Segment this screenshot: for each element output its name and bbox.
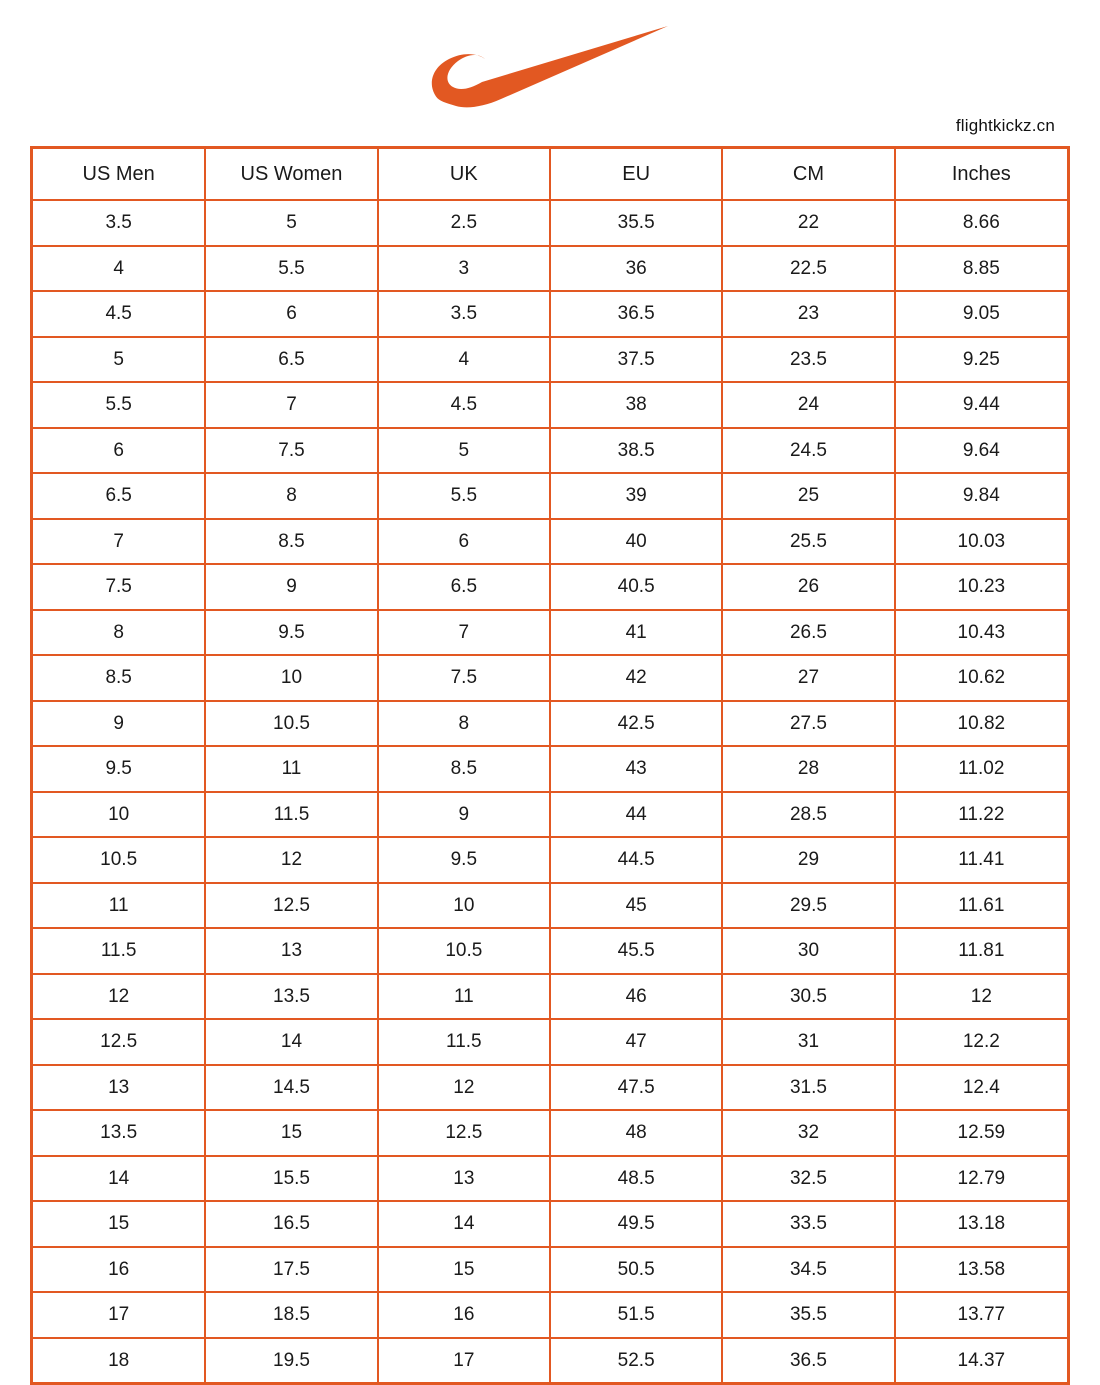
table-cell: 27 (722, 655, 894, 701)
table-cell: 47.5 (550, 1065, 722, 1111)
table-cell: 13.5 (205, 974, 377, 1020)
table-cell: 8 (33, 610, 205, 656)
table-row (33, 1156, 1067, 1202)
table-cell: 3.5 (378, 291, 550, 337)
table-row (33, 291, 1067, 337)
table-cell: 6 (33, 428, 205, 474)
table-cell: 44 (550, 792, 722, 838)
table-cell: 30 (722, 928, 894, 974)
table-cell: 10.23 (895, 564, 1067, 610)
column-header: US Men (33, 149, 205, 200)
brand-logo (0, 22, 1100, 114)
table-cell: 8.5 (378, 746, 550, 792)
table-cell: 26.5 (722, 610, 894, 656)
table-row (33, 655, 1067, 701)
table-cell: 15 (205, 1110, 377, 1156)
table-cell: 51.5 (550, 1292, 722, 1338)
table-cell: 43 (550, 746, 722, 792)
table-cell: 15 (378, 1247, 550, 1293)
table-cell: 28 (722, 746, 894, 792)
table-cell: 40.5 (550, 564, 722, 610)
table-cell: 6.5 (33, 473, 205, 519)
table-cell: 11 (33, 883, 205, 929)
table-cell: 9 (205, 564, 377, 610)
column-header: UK (378, 149, 550, 200)
table-cell: 13.58 (895, 1247, 1067, 1293)
table-cell: 15.5 (205, 1156, 377, 1202)
table-cell: 44.5 (550, 837, 722, 883)
table-cell: 12 (205, 837, 377, 883)
table-cell: 39 (550, 473, 722, 519)
table-cell: 28.5 (722, 792, 894, 838)
table-cell: 12.5 (378, 1110, 550, 1156)
table-cell: 48.5 (550, 1156, 722, 1202)
table-row (33, 1110, 1067, 1156)
table-cell: 4.5 (378, 382, 550, 428)
table-cell: 14.5 (205, 1065, 377, 1111)
table-row (33, 837, 1067, 883)
table-cell: 34.5 (722, 1247, 894, 1293)
table-cell: 36 (550, 246, 722, 292)
table-row (33, 1247, 1067, 1293)
table-row (33, 746, 1067, 792)
table-cell: 10.5 (205, 701, 377, 747)
table-row (33, 1065, 1067, 1111)
table-cell: 38.5 (550, 428, 722, 474)
table-cell: 6.5 (378, 564, 550, 610)
table-cell: 5.5 (33, 382, 205, 428)
table-cell: 30.5 (722, 974, 894, 1020)
table-cell: 26 (722, 564, 894, 610)
table-cell: 13 (205, 928, 377, 974)
table-cell: 18 (33, 1338, 205, 1383)
table-cell: 5 (205, 200, 377, 246)
table-cell: 12.79 (895, 1156, 1067, 1202)
table-header-row (33, 149, 1067, 200)
table-row (33, 928, 1067, 974)
table-cell: 45.5 (550, 928, 722, 974)
table-cell: 17.5 (205, 1247, 377, 1293)
table-cell: 16 (378, 1292, 550, 1338)
table-cell: 12.59 (895, 1110, 1067, 1156)
table-cell: 45 (550, 883, 722, 929)
table-cell: 31.5 (722, 1065, 894, 1111)
column-header: US Women (205, 149, 377, 200)
table-cell: 9 (378, 792, 550, 838)
table-cell: 35.5 (722, 1292, 894, 1338)
table-cell: 11.81 (895, 928, 1067, 974)
table-cell: 8.5 (33, 655, 205, 701)
nike-swoosh-icon (425, 23, 675, 113)
table-cell: 25 (722, 473, 894, 519)
table-cell: 17 (33, 1292, 205, 1338)
table-cell: 10.5 (378, 928, 550, 974)
table-cell: 13 (378, 1156, 550, 1202)
table-cell: 42 (550, 655, 722, 701)
table-cell: 6 (378, 519, 550, 565)
table-cell: 31 (722, 1019, 894, 1065)
table-cell: 10.03 (895, 519, 1067, 565)
table-cell: 12.5 (33, 1019, 205, 1065)
table-cell: 11 (378, 974, 550, 1020)
table-cell: 9 (33, 701, 205, 747)
table-row (33, 428, 1067, 474)
table-row (33, 246, 1067, 292)
table-cell: 47 (550, 1019, 722, 1065)
table-cell: 27.5 (722, 701, 894, 747)
table-cell: 11.5 (33, 928, 205, 974)
table-cell: 11.5 (205, 792, 377, 838)
table-cell: 32 (722, 1110, 894, 1156)
column-header: EU (550, 149, 722, 200)
table-cell: 40 (550, 519, 722, 565)
table-cell: 12.5 (205, 883, 377, 929)
size-conversion-table (33, 149, 1067, 1382)
table-cell: 9.5 (205, 610, 377, 656)
table-cell: 24 (722, 382, 894, 428)
table-cell: 7 (205, 382, 377, 428)
table-cell: 49.5 (550, 1201, 722, 1247)
table-cell: 11.61 (895, 883, 1067, 929)
table-cell: 52.5 (550, 1338, 722, 1383)
table-cell: 10.62 (895, 655, 1067, 701)
table-cell: 41 (550, 610, 722, 656)
size-table-frame (30, 146, 1070, 1385)
table-cell: 10 (378, 883, 550, 929)
table-cell: 11.02 (895, 746, 1067, 792)
table-cell: 9.5 (33, 746, 205, 792)
table-cell: 8 (378, 701, 550, 747)
table-cell: 7.5 (378, 655, 550, 701)
table-row (33, 564, 1067, 610)
table-cell: 15 (33, 1201, 205, 1247)
table-row (33, 382, 1067, 428)
table-cell: 3 (378, 246, 550, 292)
table-cell: 10.43 (895, 610, 1067, 656)
table-cell: 8 (205, 473, 377, 519)
table-row (33, 1292, 1067, 1338)
table-cell: 22 (722, 200, 894, 246)
table-cell: 24.5 (722, 428, 894, 474)
table-cell: 9.05 (895, 291, 1067, 337)
table-cell: 14 (33, 1156, 205, 1202)
table-cell: 32.5 (722, 1156, 894, 1202)
table-cell: 11.5 (378, 1019, 550, 1065)
table-cell: 16 (33, 1247, 205, 1293)
table-cell: 9.25 (895, 337, 1067, 383)
table-cell: 8.85 (895, 246, 1067, 292)
table-cell: 46 (550, 974, 722, 1020)
table-cell: 8.66 (895, 200, 1067, 246)
table-row (33, 792, 1067, 838)
table-row (33, 519, 1067, 565)
table-cell: 13.5 (33, 1110, 205, 1156)
table-cell: 5 (33, 337, 205, 383)
table-cell: 5 (378, 428, 550, 474)
table-cell: 22.5 (722, 246, 894, 292)
column-header: CM (722, 149, 894, 200)
table-cell: 4.5 (33, 291, 205, 337)
table-cell: 17 (378, 1338, 550, 1383)
table-cell: 7 (378, 610, 550, 656)
table-cell: 4 (33, 246, 205, 292)
table-cell: 36.5 (722, 1338, 894, 1383)
table-cell: 10 (33, 792, 205, 838)
table-cell: 2.5 (378, 200, 550, 246)
table-cell: 36.5 (550, 291, 722, 337)
table-cell: 12.2 (895, 1019, 1067, 1065)
table-cell: 18.5 (205, 1292, 377, 1338)
table-cell: 12 (33, 974, 205, 1020)
table-cell: 10.5 (33, 837, 205, 883)
table-cell: 16.5 (205, 1201, 377, 1247)
table-row (33, 974, 1067, 1020)
table-row (33, 473, 1067, 519)
table-row (33, 1019, 1067, 1065)
table-row (33, 1338, 1067, 1383)
table-cell: 23.5 (722, 337, 894, 383)
table-cell: 9.5 (378, 837, 550, 883)
table-cell: 35.5 (550, 200, 722, 246)
table-cell: 7.5 (33, 564, 205, 610)
table-cell: 48 (550, 1110, 722, 1156)
table-cell: 5.5 (378, 473, 550, 519)
table-cell: 23 (722, 291, 894, 337)
table-cell: 37.5 (550, 337, 722, 383)
table-cell: 14 (205, 1019, 377, 1065)
table-cell: 38 (550, 382, 722, 428)
table-cell: 3.5 (33, 200, 205, 246)
table-row (33, 337, 1067, 383)
table-cell: 7 (33, 519, 205, 565)
table-cell: 33.5 (722, 1201, 894, 1247)
table-cell: 6 (205, 291, 377, 337)
table-cell: 14.37 (895, 1338, 1067, 1383)
table-cell: 11.41 (895, 837, 1067, 883)
table-cell: 13.77 (895, 1292, 1067, 1338)
column-header: Inches (895, 149, 1067, 200)
table-cell: 9.84 (895, 473, 1067, 519)
table-row (33, 883, 1067, 929)
table-cell: 9.44 (895, 382, 1067, 428)
table-cell: 11.22 (895, 792, 1067, 838)
table-cell: 10 (205, 655, 377, 701)
table-cell: 8.5 (205, 519, 377, 565)
table-cell: 25.5 (722, 519, 894, 565)
table-row (33, 1201, 1067, 1247)
table-cell: 42.5 (550, 701, 722, 747)
table-cell: 4 (378, 337, 550, 383)
table-row (33, 701, 1067, 747)
table-cell: 29.5 (722, 883, 894, 929)
table-cell: 12.4 (895, 1065, 1067, 1111)
table-cell: 19.5 (205, 1338, 377, 1383)
table-cell: 14 (378, 1201, 550, 1247)
table-cell: 11 (205, 746, 377, 792)
table-cell: 12 (895, 974, 1067, 1020)
table-cell: 13.18 (895, 1201, 1067, 1247)
table-cell: 6.5 (205, 337, 377, 383)
watermark-text: flightkickz.cn (955, 116, 1055, 135)
table-cell: 50.5 (550, 1247, 722, 1293)
table-cell: 9.64 (895, 428, 1067, 474)
table-cell: 29 (722, 837, 894, 883)
table-cell: 7.5 (205, 428, 377, 474)
table-cell: 13 (33, 1065, 205, 1111)
table-row (33, 610, 1067, 656)
table-cell: 12 (378, 1065, 550, 1111)
table-row (33, 200, 1067, 246)
table-cell: 10.82 (895, 701, 1067, 747)
table-cell: 5.5 (205, 246, 377, 292)
